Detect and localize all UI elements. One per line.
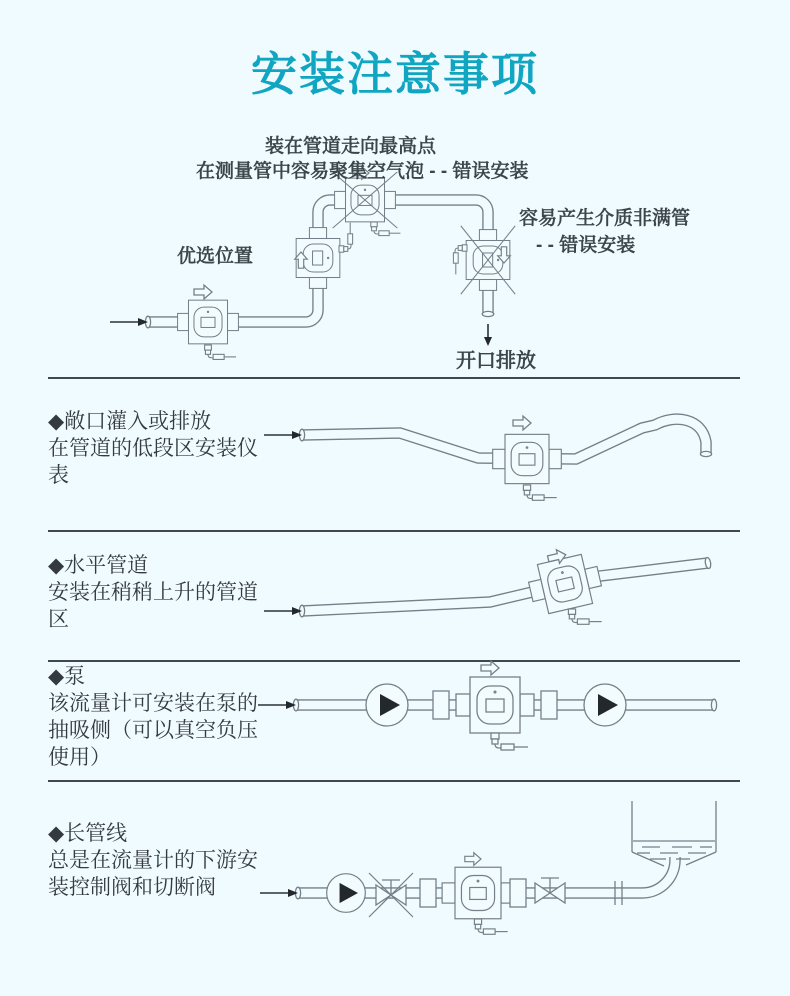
label-open-discharge: 开口排放: [456, 350, 536, 372]
flow-meter-right-wrong: [453, 226, 515, 294]
pump-downstream-icon: [584, 684, 626, 726]
inlet-arrow: [264, 607, 302, 615]
section-body: 在管道的低段区安装仪表: [48, 437, 258, 487]
caption-highest-point: 装在管道走向最高点: [265, 136, 437, 157]
divider-2: [48, 530, 740, 532]
diagram-rising-pipe: [250, 548, 750, 656]
divider-4: [48, 780, 740, 782]
note-partial-pipe-line1: 容易产生介质非满管: [519, 208, 691, 229]
label-preferred-position: 优选位置: [177, 246, 254, 267]
section-body: 总是在流量计的下游安装控制阀和切断阀: [48, 849, 258, 899]
section-long-line-text: [48, 820, 272, 901]
inlet-arrow: [264, 431, 302, 439]
pipe-run: [299, 557, 711, 617]
diagram-pump: [250, 660, 750, 780]
caption-air-bubbles: 在测量管中容易聚集空气泡 - - 错误安装: [196, 161, 529, 182]
flow-meter-preferred-horizontal: [178, 285, 239, 359]
flow-meter: [442, 853, 514, 935]
section-pump-text: [48, 663, 272, 771]
section-heading: ◆水平管道: [48, 554, 149, 577]
inlet-arrow: [258, 701, 296, 709]
diagram-long-line: [250, 795, 775, 955]
flange-left: [420, 879, 436, 907]
section-heading: ◆长管线: [48, 822, 128, 845]
page-title: 安装注意事项: [251, 48, 539, 100]
inlet-arrow: [260, 889, 298, 897]
tank: [632, 801, 716, 866]
top-diagram: [90, 128, 710, 378]
divider-1: [48, 377, 740, 379]
flow-meter: [493, 416, 562, 500]
flange-left: [433, 691, 449, 719]
section-heading: ◆泵: [48, 665, 86, 688]
section-horizontal-pipe-text: [48, 552, 272, 633]
flange-right: [510, 879, 526, 907]
note-partial-pipe-line2: - - 错误安装: [536, 235, 636, 256]
discharge-arrow: [484, 324, 492, 346]
inlet-arrow: [110, 318, 148, 326]
valve-downstream: [535, 878, 565, 903]
valve-crossed-upstream: [369, 873, 413, 917]
flow-meter: [456, 661, 534, 750]
section-open-filling-text: [48, 408, 272, 489]
flow-meter: [525, 548, 605, 624]
flange-right: [541, 691, 557, 719]
section-body: 安装在稍稍上升的管道区: [48, 581, 258, 631]
section-body: 该流量计可安装在泵的抽吸侧（可以真空负压使用）: [48, 692, 258, 769]
pump-icon: [327, 874, 366, 913]
diagram-low-section: [250, 398, 750, 523]
section-heading: ◆敞口灌入或排放: [48, 410, 212, 433]
pump-upstream-icon: [366, 684, 408, 726]
flow-meter-vertical-ok: [295, 223, 353, 289]
